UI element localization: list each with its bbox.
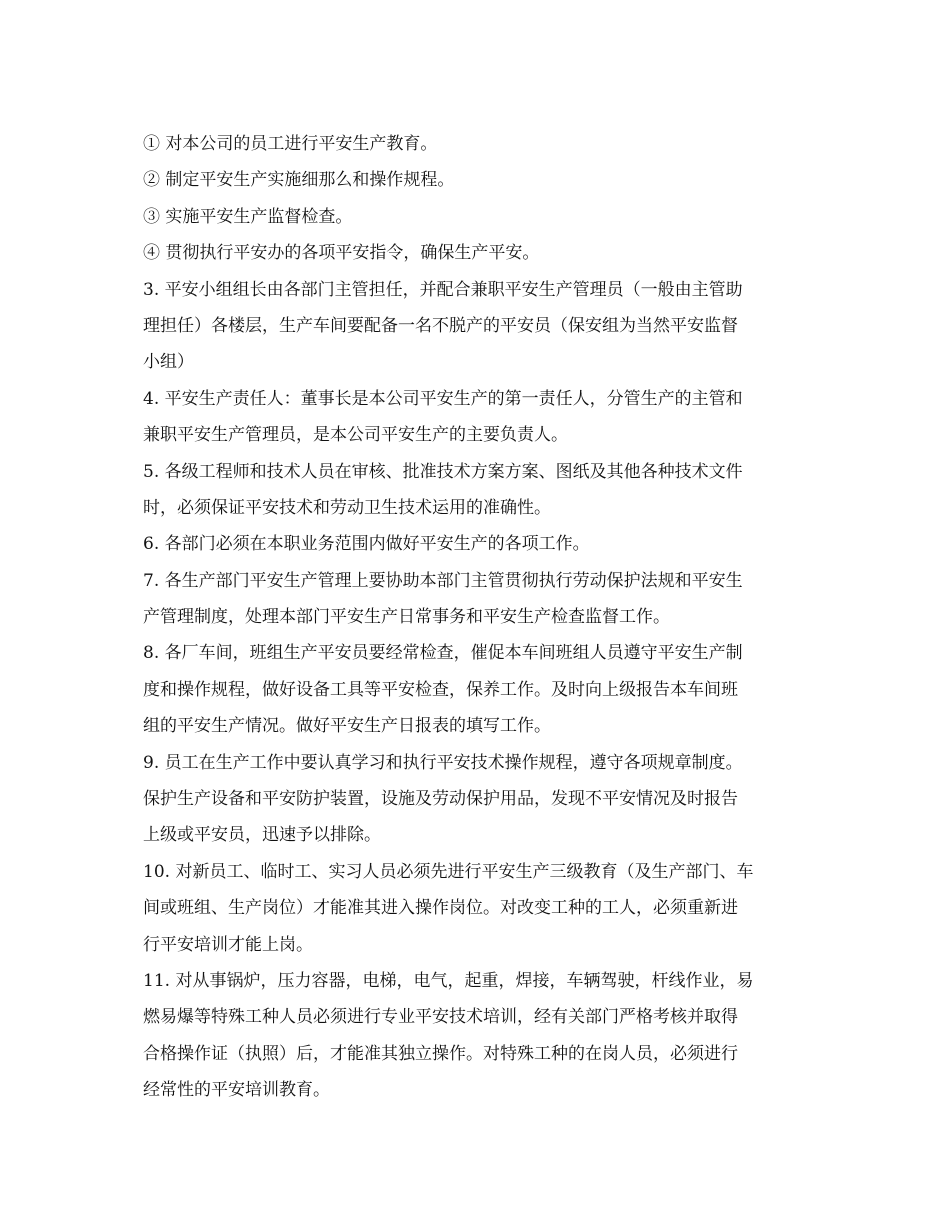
paragraph-line: ④ 贯彻执行平安办的各项平安指令，确保生产平安。 <box>143 243 540 264</box>
paragraph-line: 度和操作规程，做好设备工具等平安检查，保养工作。及时向上级报告本车间班 <box>143 679 738 700</box>
paragraph <box>143 272 808 381</box>
paragraph <box>143 635 808 744</box>
paragraph-line: 兼职平安生产管理员，是本公司平安生产的主要负责人。 <box>143 425 568 446</box>
paragraph-line: ② 制定平安生产实施细那么和操作规程。 <box>143 170 455 191</box>
paragraph <box>143 235 808 271</box>
paragraph-line: ③ 实施平安生产监督检查。 <box>143 206 353 227</box>
paragraph <box>143 126 808 162</box>
paragraph-line: 经常性的平安培训教育。 <box>143 1080 330 1101</box>
paragraph-line: 6. 各部门必须在本职业务范围内做好平安生产的各项工作。 <box>143 534 590 555</box>
paragraph <box>143 745 808 854</box>
paragraph-line: 燃易爆等特殊工种人员必须进行专业平安技术培训，经有关部门严格考核并取得 <box>143 1007 738 1028</box>
paragraph <box>143 454 808 527</box>
paragraph <box>143 854 808 963</box>
paragraph-line: 产管理制度，处理本部门平安生产日常事务和平安生产检查监督工作。 <box>143 607 670 628</box>
paragraph-line: 间或班组、生产岗位）才能准其进入操作岗位。对改变工种的工人，必须重新进 <box>143 898 738 919</box>
paragraph <box>143 963 808 1109</box>
paragraph-line: 保护生产设备和平安防护装置，设施及劳动保护用品，发现不平安情况及时报告 <box>143 789 738 810</box>
paragraph-line: 8. 各厂车间，班组生产平安员要经常检查，催促本车间班组人员遵守平安生产制 <box>143 643 743 664</box>
paragraph-line: 11. 对从事锅炉，压力容器，电梯，电气，起重，焊接，车辆驾驶，杆线作业，易 <box>143 970 754 991</box>
paragraph-line: 3. 平安小组组长由各部门主管担任，并配合兼职平安生产管理员（一般由主管助 <box>143 279 743 300</box>
paragraph <box>143 381 808 454</box>
document-body <box>143 126 808 1109</box>
paragraph-line: 组的平安生产情况。做好平安生产日报表的填写工作。 <box>143 716 551 737</box>
paragraph-line: 4. 平安生产责任人：董事长是本公司平安生产的第一责任人，分管生产的主管和 <box>143 388 743 409</box>
paragraph-line: ① 对本公司的员工进行平安生产教育。 <box>143 134 438 154</box>
paragraph-line: 合格操作证（执照）后，才能准其独立操作。对特殊工种的在岗人员，必须进行 <box>143 1043 738 1064</box>
paragraph <box>143 199 808 235</box>
paragraph <box>143 526 808 562</box>
paragraph-line: 理担任）各楼层，生产车间要配备一名不脱产的平安员（保安组为当然平安监督 <box>143 315 738 336</box>
paragraph-line: 10. 对新员工、临时工、实习人员必须先进行平安生产三级教育（及生产部门、车 <box>143 861 754 882</box>
paragraph-line: 小组） <box>143 352 194 373</box>
paragraph-line: 5. 各级工程师和技术人员在审核、批准技术方案方案、图纸及其他各种技术文件 <box>143 461 743 482</box>
paragraph-line: 行平安培训才能上岗。 <box>143 934 313 955</box>
paragraph-line: 时，必须保证平安技术和劳动卫生技术运用的准确性。 <box>143 497 551 518</box>
paragraph-line: 9. 员工在生产工作中要认真学习和执行平安技术操作规程，遵守各项规章制度。 <box>143 752 743 773</box>
paragraph-line: 上级或平安员，迅速予以排除。 <box>143 825 381 846</box>
paragraph-line: 7. 各生产部门平安生产管理上要协助本部门主管贯彻执行劳动保护法规和平安生 <box>143 570 743 591</box>
paragraph <box>143 162 808 198</box>
paragraph <box>143 563 808 636</box>
